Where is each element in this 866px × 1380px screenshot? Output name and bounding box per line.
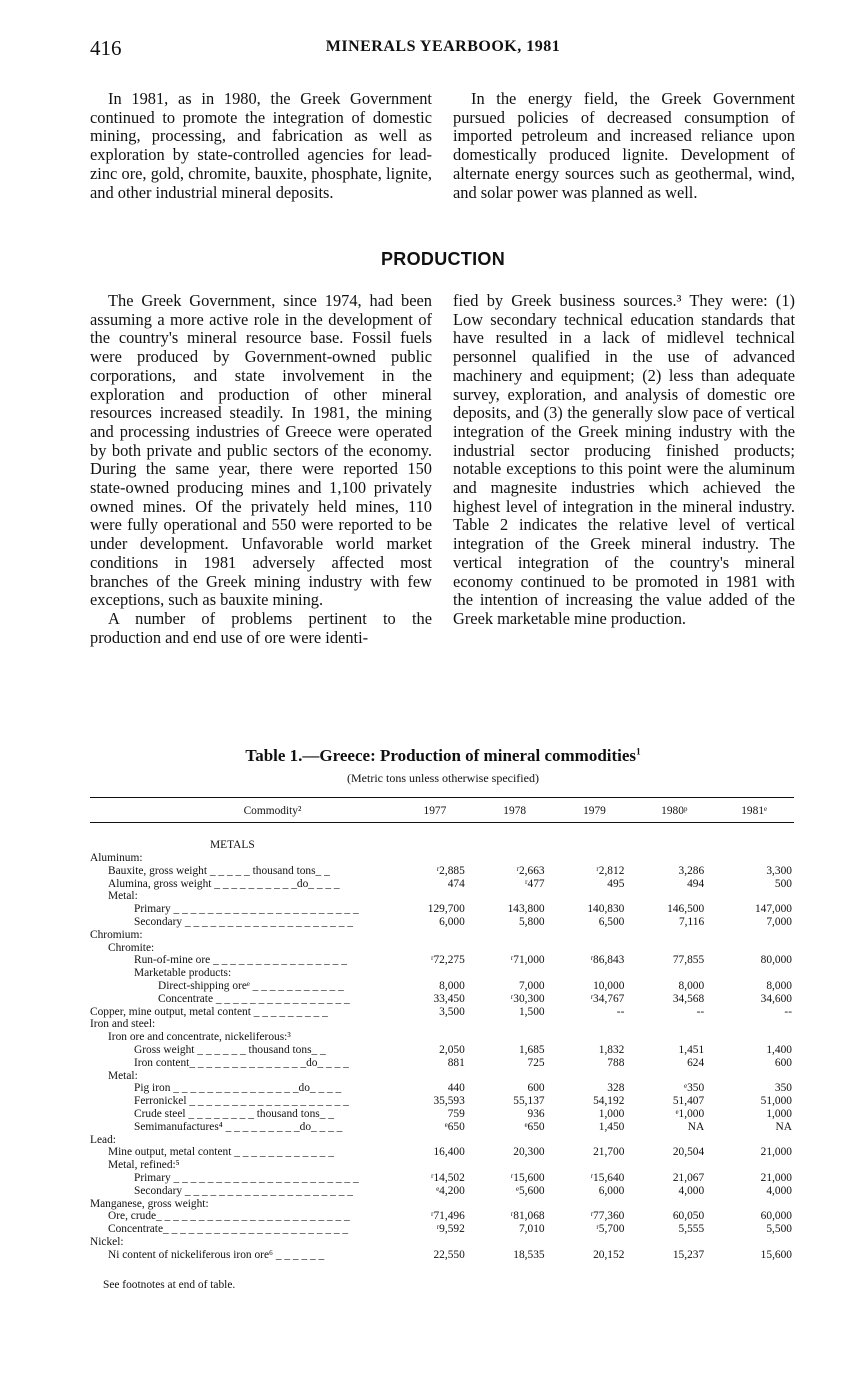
cell-value: ᵉ350	[684, 1082, 705, 1095]
cell-value: 20,152	[593, 1248, 625, 1261]
cell-value: 7,010	[518, 1223, 545, 1236]
cell-value: 494	[687, 877, 705, 890]
commodity-label: Metal, refined:⁵	[108, 1159, 180, 1172]
cell-value: 15,237	[672, 1248, 705, 1261]
commodity-label: Secondary _ _ _ _ _ _ _ _ _ _ _ _ _ _ _ _ _ _ _ _	[134, 915, 353, 928]
cell-value	[395, 852, 475, 865]
cell-value	[475, 1198, 555, 1211]
commodity-label: Metal:	[108, 1069, 138, 1082]
cell-value: ʳ34,767	[590, 992, 625, 1005]
cell-value: ʳ71,496	[430, 1210, 465, 1223]
cell-value: 77,855	[672, 954, 705, 967]
cell-value: 18,535	[513, 1248, 545, 1261]
cell-value: 1,000	[766, 1107, 792, 1120]
cell-value: 147,000	[754, 903, 792, 916]
cell-value: 51,000	[760, 1095, 792, 1108]
cell-value	[475, 1159, 555, 1172]
table-row	[90, 980, 794, 993]
cell-value	[395, 1031, 475, 1044]
commodity-label: Mine output, metal content _ _ _ _ _ _ _ _ _ _ _ _	[108, 1146, 334, 1159]
commodity-label: Iron and steel:	[90, 1018, 156, 1031]
cell-value	[475, 1134, 555, 1147]
commodity-label: Crude steel _ _ _ _ _ _ _ _ thousand tons_ _	[134, 1107, 334, 1120]
cell-value: 60,050	[672, 1210, 705, 1223]
table-row	[90, 1057, 794, 1070]
cell-value: 8,000	[678, 979, 705, 992]
cell-value	[395, 929, 475, 942]
commodity-label: Metal:	[108, 890, 138, 903]
cell-value: 7,000	[518, 979, 545, 992]
cell-value	[634, 1236, 714, 1249]
production-right-column	[453, 292, 795, 629]
cell-value: 60,000	[760, 1210, 792, 1223]
table-row	[90, 1095, 794, 1108]
cell-value: 1,450	[598, 1120, 625, 1133]
table-row	[90, 1223, 794, 1236]
cell-value: 51,407	[672, 1095, 705, 1108]
cell-value: ᵉ5,600	[516, 1184, 545, 1197]
cell-value: 3,300	[766, 864, 792, 877]
commodity-label: Gross weight _ _ _ _ _ _ thousand tons_ _	[134, 1043, 326, 1056]
commodity-label: Pig iron _ _ _ _ _ _ _ _ _ _ _ _ _ _ _do_ _ _ _	[134, 1082, 342, 1095]
cell-value	[395, 967, 475, 980]
cell-value	[634, 929, 714, 942]
table-row	[90, 852, 794, 865]
intro-left-paragraph: In 1981, as in 1980, the Greek Government continued to promote the integration of domestic mining, processing, and fabrication as well as exploration by state-controlled agencies for lead-zinc ore, gold, chromite, bauxite, phosphate, lignite, and other industrial mineral deposits.	[90, 89, 432, 202]
cell-value	[634, 1134, 714, 1147]
column-header-1980: 1980ᵖ	[661, 804, 688, 817]
commodity-label: Copper, mine output, metal content _ _ _ _ _ _ _ _ _	[90, 1005, 328, 1018]
cell-value: 3,286	[678, 864, 705, 877]
cell-value	[714, 1198, 794, 1211]
table-row	[90, 903, 794, 916]
table-body	[90, 822, 794, 1262]
commodity-label: Chromite:	[108, 941, 155, 954]
cell-value: ʳ72,275	[430, 954, 465, 967]
table-spacer	[90, 822, 794, 832]
cell-value: 4,000	[678, 1184, 705, 1197]
commodity-label: Semimanufactures⁴ _ _ _ _ _ _ _ _ _do_ _ _ _	[134, 1120, 343, 1133]
cell-value	[475, 967, 555, 980]
production-right-paragraph: fied by Greek business sources.³ They were: (1) Low secondary technical education standards that have resulted in a lack of midlevel technical personnel qualified in the use of advanced machinery and equipment; (2) less than adequate survey, exploration, and analysis of domestic ore deposits, and (3) the generally slow pace of vertical integration of the Greek mining industry with the industrial sector producing finished products; notable exceptions to this point were the aluminum and magnesite industries which achieved the highest level of integration in the mineral industry. Table 2 indicates the relative level of vertical integration of the Greek mineral industry. The vertical integration of the country's mineral economy continued to be promoted in 1981 with the intention of increasing the value added of the Greek marketable mine production.	[453, 291, 795, 628]
table-row	[90, 1031, 794, 1044]
commodity-label: Ferronickel _ _ _ _ _ _ _ _ _ _ _ _ _ _ _ _ _ _ _	[134, 1095, 349, 1108]
cell-value: 5,500	[766, 1223, 792, 1236]
cell-value: 20,504	[672, 1146, 705, 1159]
cell-value: 35,593	[433, 1095, 465, 1108]
cell-value	[475, 1018, 555, 1031]
cell-value: 936	[527, 1107, 545, 1120]
intro-left-column	[90, 90, 432, 202]
table-row	[90, 1108, 794, 1121]
commodity-label: Bauxite, gross weight _ _ _ _ _ thousand tons_ _	[108, 864, 330, 877]
table-row	[90, 1198, 794, 1211]
cell-value	[555, 1236, 635, 1249]
table-row	[90, 1070, 794, 1083]
cell-value: 143,800	[507, 903, 545, 916]
commodity-label: Chromium:	[90, 928, 143, 941]
cell-value	[555, 967, 635, 980]
cell-value: 759	[447, 1107, 465, 1120]
cell-value	[395, 1018, 475, 1031]
cell-value	[555, 1070, 635, 1083]
cell-value	[475, 852, 555, 865]
cell-value: 495	[607, 877, 625, 890]
cell-value: 21,000	[760, 1146, 792, 1159]
cell-value: 8,000	[766, 979, 792, 992]
cell-value: 146,500	[667, 903, 705, 916]
column-header-1981: 1981ᵉ	[741, 804, 767, 817]
cell-value: ʳ81,068	[510, 1210, 545, 1223]
table-row	[90, 878, 794, 891]
cell-value: 10,000	[593, 979, 625, 992]
commodity-label: Primary _ _ _ _ _ _ _ _ _ _ _ _ _ _ _ _ _ _ _ _ _ _	[134, 903, 359, 916]
table-title	[90, 746, 796, 766]
cell-value	[714, 929, 794, 942]
commodity-label: Secondary _ _ _ _ _ _ _ _ _ _ _ _ _ _ _ _ _ _ _ _	[134, 1184, 353, 1197]
cell-value: 788	[607, 1056, 625, 1069]
cell-value	[555, 1031, 635, 1044]
cell-value: 7,116	[678, 915, 705, 928]
cell-value: --	[616, 1005, 625, 1018]
production-left-column	[90, 292, 432, 647]
cell-value: ʳ9,592	[436, 1223, 465, 1236]
section-title-production: PRODUCTION	[381, 249, 505, 269]
cell-value: 1,685	[518, 1043, 545, 1056]
cell-value: 20,300	[513, 1146, 545, 1159]
cell-value	[714, 890, 794, 903]
cell-value	[555, 1198, 635, 1211]
cell-value: 8,000	[439, 979, 465, 992]
cell-value: 34,568	[672, 992, 705, 1005]
intro-right-paragraph: In the energy field, the Greek Government pursued policies of decreased consumption of imported petroleum and increased reliance upon domestically produced lignite. Development of alternate energy sources such as geothermal, wind, and solar power was planned as well.	[453, 89, 795, 202]
cell-value	[395, 1070, 475, 1083]
production-left-paragraph-1: The Greek Government, since 1974, had been assuming a more active role in the development of the country's mineral resource base. Fossil fuels were produced by Government-owned public corporations, and state involvement in the exploration and production of other mineral resources increased steadily. In 1981, the mining and processing industries of Greece were operated by both private and public sectors of the economy. During the same year, there were reported 150 state-owned producing mines and 1,100 privately owned mines. Of the privately held mines, 110 were fully operational and 550 were reported to be under development. Unfavorable world market conditions in 1981 adversely affected most branches of the Greek mining industry with few exceptions, such as bauxite mining.	[90, 291, 432, 610]
running-title: MINERALS YEARBOOK, 1981	[325, 38, 561, 55]
cell-value: ʳ71,000	[510, 954, 545, 967]
cell-value: 474	[447, 877, 465, 890]
cell-value	[634, 852, 714, 865]
commodity-label: Primary _ _ _ _ _ _ _ _ _ _ _ _ _ _ _ _ _ _ _ _ _ _	[134, 1171, 359, 1184]
table-row	[90, 1249, 794, 1262]
cell-value	[714, 1070, 794, 1083]
table-row	[90, 1146, 794, 1159]
cell-value: ʳ15,640	[590, 1171, 625, 1184]
cell-value	[475, 942, 555, 955]
cell-value	[714, 967, 794, 980]
cell-value: NA	[775, 1120, 792, 1133]
table-row	[90, 916, 794, 929]
cell-value: 5,800	[518, 915, 545, 928]
commodity-label: Ore, crude_ _ _ _ _ _ _ _ _ _ _ _ _ _ _ _ _ _ _ _ _ _ _	[108, 1210, 350, 1223]
cell-value	[395, 1134, 475, 1147]
cell-value: 1,832	[598, 1043, 625, 1056]
table-row	[90, 1159, 794, 1172]
table-row	[90, 1210, 794, 1223]
table-row	[90, 1044, 794, 1057]
cell-value: 140,830	[587, 903, 625, 916]
cell-value	[475, 1236, 555, 1249]
cell-value: 5,555	[678, 1223, 705, 1236]
commodity-label: Iron ore and concentrate, nickeliferous:³	[108, 1031, 291, 1044]
cell-value	[714, 1159, 794, 1172]
cell-value	[395, 890, 475, 903]
column-header-1979: 1979	[583, 804, 606, 817]
cell-value: 21,700	[593, 1146, 625, 1159]
table-row	[90, 1172, 794, 1185]
cell-value: 54,192	[593, 1095, 625, 1108]
cell-value	[714, 942, 794, 955]
cell-value: ʳ2,885	[436, 864, 465, 877]
cell-value: 725	[527, 1056, 545, 1069]
cell-value: ʳ15,600	[510, 1171, 545, 1184]
cell-value: ʳ2,663	[516, 864, 545, 877]
cell-value	[714, 852, 794, 865]
commodity-label: Lead:	[90, 1133, 116, 1146]
table-row	[90, 1134, 794, 1147]
cell-value	[634, 1198, 714, 1211]
table-group-row	[90, 832, 794, 852]
cell-value: 21,000	[760, 1171, 792, 1184]
table-row	[90, 954, 794, 967]
production-table	[90, 800, 794, 1262]
commodity-label: Alumina, gross weight _ _ _ _ _ _ _ _ _ _do_ _ _ _	[108, 877, 340, 890]
cell-value	[555, 852, 635, 865]
cell-value: 1,000	[598, 1107, 625, 1120]
table-row	[90, 993, 794, 1006]
table-title-footnote-mark: 1	[636, 746, 641, 757]
cell-value: 2,050	[439, 1043, 465, 1056]
cell-value: --	[784, 1005, 792, 1018]
table-top-rule	[90, 797, 794, 798]
cell-value	[555, 1018, 635, 1031]
table-row	[90, 967, 794, 980]
table-row	[90, 929, 794, 942]
cell-value: 15,600	[760, 1248, 792, 1261]
cell-value: 881	[447, 1056, 465, 1069]
table-row	[90, 1236, 794, 1249]
cell-value: ʳ86,843	[590, 954, 625, 967]
cell-value	[395, 1198, 475, 1211]
cell-value	[555, 942, 635, 955]
cell-value	[634, 1070, 714, 1083]
cell-value: 600	[527, 1082, 545, 1095]
cell-value: 500	[774, 877, 792, 890]
table-row	[90, 1018, 794, 1031]
page-number: 416	[90, 36, 122, 60]
cell-value	[475, 929, 555, 942]
cell-value: ʳ14,502	[430, 1171, 465, 1184]
cell-value: 624	[687, 1056, 705, 1069]
commodity-label: Concentrate_ _ _ _ _ _ _ _ _ _ _ _ _ _ _ _ _ _ _ _ _ _	[108, 1223, 349, 1236]
cell-value	[475, 890, 555, 903]
cell-value	[475, 1031, 555, 1044]
cell-value: 129,700	[427, 903, 465, 916]
cell-value: 6,000	[439, 915, 465, 928]
cell-value: 21,067	[672, 1171, 705, 1184]
table-row	[90, 1082, 794, 1095]
cell-value	[395, 1236, 475, 1249]
table-header-row	[90, 800, 794, 822]
cell-value	[634, 967, 714, 980]
cell-value: ʳ2,812	[596, 864, 625, 877]
commodity-label: Ni content of nickeliferous iron ore⁶ _ _ _ _ _ _	[108, 1248, 325, 1261]
cell-value: ʳ477	[525, 877, 545, 890]
cell-value: 600	[774, 1056, 792, 1069]
cell-value	[395, 942, 475, 955]
cell-value	[714, 1018, 794, 1031]
table-row	[90, 890, 794, 903]
table-row	[90, 1121, 794, 1134]
cell-value	[555, 1159, 635, 1172]
cell-value: 34,600	[760, 992, 792, 1005]
cell-value: ᵉ650	[444, 1120, 465, 1133]
table-row	[90, 1185, 794, 1198]
commodity-label: Marketable products:	[134, 967, 232, 980]
cell-value: NA	[687, 1120, 705, 1133]
commodity-label: Concentrate _ _ _ _ _ _ _ _ _ _ _ _ _ _ _ _	[158, 992, 350, 1005]
cell-value: 22,550	[433, 1248, 465, 1261]
cell-value: 6,000	[598, 1184, 625, 1197]
commodity-label: Iron content_ _ _ _ _ _ _ _ _ _ _ _ _ _do_ _ _ _	[134, 1056, 349, 1069]
cell-value: 3,500	[439, 1005, 465, 1018]
cell-value: 7,000	[766, 915, 792, 928]
cell-value: 6,500	[598, 915, 625, 928]
cell-value	[634, 942, 714, 955]
cell-value	[634, 1018, 714, 1031]
cell-value: 55,137	[513, 1095, 545, 1108]
commodity-label: Aluminum:	[90, 852, 143, 864]
column-header-1978: 1978	[503, 804, 527, 817]
table-row	[90, 1006, 794, 1019]
page-header	[90, 36, 796, 66]
commodity-label: Nickel:	[90, 1235, 124, 1248]
commodity-label: Direct-shipping oreᵉ _ _ _ _ _ _ _ _ _ _ _	[158, 979, 344, 992]
cell-value	[634, 1159, 714, 1172]
cell-value: 16,400	[433, 1146, 465, 1159]
cell-value	[714, 1134, 794, 1147]
cell-value: ᵉ1,000	[675, 1107, 705, 1120]
cell-value: ᵉ650	[524, 1120, 545, 1133]
cell-value: 33,450	[433, 992, 465, 1005]
cell-value	[634, 1031, 714, 1044]
cell-value: 1,451	[678, 1043, 705, 1056]
intro-right-column	[453, 90, 795, 202]
cell-value: ʳ30,300	[510, 992, 545, 1005]
cell-value: ʳ77,360	[590, 1210, 625, 1223]
cell-value	[475, 1070, 555, 1083]
column-header-commodity: Commodity²	[243, 804, 302, 817]
cell-value: 440	[447, 1082, 465, 1095]
cell-value: --	[696, 1005, 705, 1018]
commodity-label: Run-of-mine ore _ _ _ _ _ _ _ _ _ _ _ _ _ _ _ _	[134, 954, 347, 967]
cell-value	[555, 929, 635, 942]
cell-value: 350	[774, 1082, 792, 1095]
cell-value	[714, 1236, 794, 1249]
production-left-paragraph-2: A number of problems pertinent to the production and end use of ore were identi-	[90, 608, 432, 647]
table-footnote-reference: See footnotes at end of table.	[103, 1279, 236, 1291]
table-title-text: Table 1.—Greece: Production of mineral commodities	[245, 746, 637, 765]
cell-value: 328	[607, 1082, 625, 1095]
cell-value: 1,500	[518, 1005, 545, 1018]
cell-value: ᵉ4,200	[436, 1184, 465, 1197]
group-label-metals: METALS	[210, 839, 255, 852]
table-row	[90, 942, 794, 955]
cell-value	[634, 890, 714, 903]
cell-value: 4,000	[766, 1184, 792, 1197]
cell-value	[555, 890, 635, 903]
cell-value: 80,000	[760, 954, 792, 967]
cell-value	[714, 1031, 794, 1044]
cell-value	[395, 1159, 475, 1172]
cell-value	[555, 1134, 635, 1147]
cell-value: ʳ5,700	[596, 1223, 625, 1236]
table-row	[90, 865, 794, 878]
column-header-1977: 1977	[423, 804, 447, 817]
commodity-label: Manganese, gross weight:	[90, 1197, 209, 1210]
table-subtitle: (Metric tons unless otherwise specified)	[347, 771, 539, 785]
cell-value: 1,400	[766, 1043, 792, 1056]
